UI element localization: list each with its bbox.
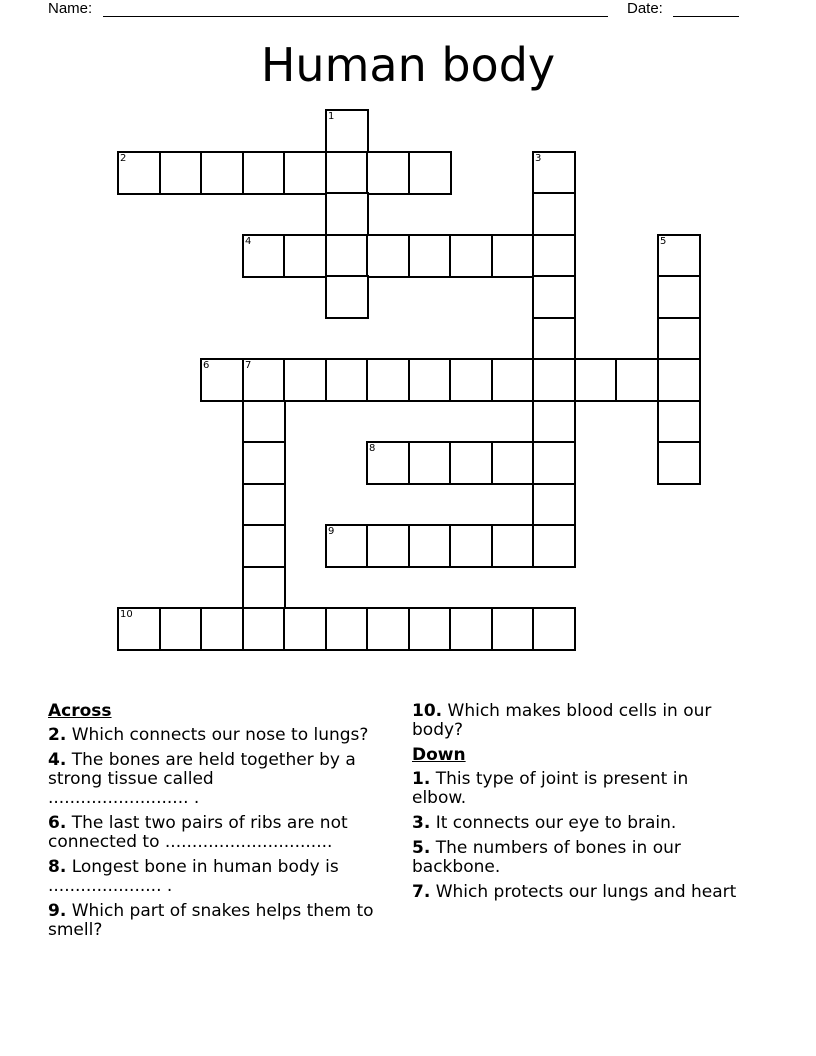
crossword-cell[interactable]: [242, 483, 286, 527]
crossword-cell[interactable]: [325, 358, 369, 402]
crossword-cell[interactable]: [657, 358, 701, 402]
crossword-cell[interactable]: [242, 151, 286, 195]
clue-text: Which makes blood cells in our body?: [412, 702, 712, 740]
crossword-cell[interactable]: [283, 607, 327, 651]
name-label: Name:: [48, 0, 93, 17]
crossword-cell[interactable]: [657, 234, 701, 278]
crossword-cell[interactable]: [657, 441, 701, 485]
crossword-cell[interactable]: [449, 234, 493, 278]
cell-number: 6: [203, 360, 210, 371]
crossword-cell[interactable]: [449, 607, 493, 651]
crossword-cell[interactable]: [532, 358, 576, 402]
crossword-cell[interactable]: [242, 441, 286, 485]
crossword-cell[interactable]: [159, 151, 203, 195]
crossword-cell[interactable]: [117, 607, 161, 651]
cell-number: 2: [120, 153, 127, 164]
crossword-cell[interactable]: [325, 607, 369, 651]
clue-text: Which part of snakes helps them to smell?: [48, 902, 374, 940]
crossword-cell[interactable]: [532, 275, 576, 319]
crossword-cell[interactable]: [242, 400, 286, 444]
crossword-cell[interactable]: [657, 275, 701, 319]
cell-number: 4: [245, 236, 252, 247]
across-heading: Across: [48, 701, 112, 721]
clue-across-2: [48, 726, 393, 745]
clue-text: The numbers of bones in our backbone.: [412, 839, 681, 877]
crossword-cell[interactable]: [325, 192, 369, 236]
clue-blank: ..................... .: [48, 877, 173, 896]
clues-left-column: [48, 702, 393, 946]
crossword-cell[interactable]: [366, 151, 410, 195]
crossword-cell[interactable]: [408, 358, 452, 402]
clue-across-8: [48, 858, 393, 896]
clue-down-3: [412, 814, 742, 833]
crossword-cell[interactable]: [325, 275, 369, 319]
clue-across-6: [48, 814, 393, 852]
clue-number: 2.: [48, 726, 67, 745]
clue-text: It connects our eye to brain.: [435, 814, 677, 833]
clues-right-column: [412, 702, 742, 908]
crossword-cell[interactable]: [657, 317, 701, 361]
cell-number: 9: [328, 526, 335, 537]
crossword-cell[interactable]: [366, 358, 410, 402]
crossword-cell[interactable]: [283, 234, 327, 278]
crossword-cell[interactable]: [449, 358, 493, 402]
clue-text: The last two pairs of ribs are not connected to ...............................: [48, 814, 348, 852]
clue-text: Which protects our lungs and heart: [435, 883, 737, 902]
cell-number: 8: [369, 443, 376, 454]
crossword-cell[interactable]: [491, 441, 535, 485]
clue-number: 4.: [48, 751, 67, 770]
page-title: Human body: [260, 38, 556, 92]
crossword-cell[interactable]: [532, 441, 576, 485]
crossword-cell[interactable]: [657, 400, 701, 444]
clue-down-7: [412, 883, 742, 902]
clue-text: The bones are held together by a strong tissue called: [48, 751, 356, 789]
crossword-cell[interactable]: [408, 607, 452, 651]
crossword-cell[interactable]: [242, 358, 286, 402]
crossword-cell[interactable]: [242, 607, 286, 651]
clue-number: 1.: [412, 770, 431, 789]
clue-across-4: [48, 751, 393, 808]
crossword-cell[interactable]: [491, 607, 535, 651]
clue-number: 9.: [48, 902, 67, 921]
crossword-cell[interactable]: [615, 358, 659, 402]
crossword-cell[interactable]: [200, 151, 244, 195]
crossword-cell[interactable]: [532, 192, 576, 236]
crossword-cell[interactable]: [366, 524, 410, 568]
crossword-cell[interactable]: [532, 524, 576, 568]
clue-number: 6.: [48, 814, 67, 833]
crossword-cell[interactable]: [325, 109, 369, 153]
crossword-cell[interactable]: [283, 358, 327, 402]
crossword-cell[interactable]: [325, 524, 369, 568]
crossword-cell[interactable]: [532, 234, 576, 278]
clue-text: This type of joint is present in elbow.: [412, 770, 689, 808]
crossword-cell[interactable]: [366, 234, 410, 278]
cell-number: 1: [328, 111, 335, 122]
crossword-cell[interactable]: [242, 234, 286, 278]
crossword-cell[interactable]: [200, 358, 244, 402]
clue-number: 3.: [412, 814, 431, 833]
crossword-cell[interactable]: [159, 607, 203, 651]
clue-across-10: [412, 702, 742, 740]
crossword-cell[interactable]: [574, 358, 618, 402]
clue-number: 7.: [412, 883, 431, 902]
crossword-cell[interactable]: [532, 607, 576, 651]
clue-across-9: [48, 902, 393, 940]
crossword-cell[interactable]: [242, 524, 286, 568]
clue-down-5: [412, 839, 742, 877]
crossword-cell[interactable]: [449, 441, 493, 485]
clue-blank: .......................... .: [48, 789, 200, 808]
crossword-cell[interactable]: [532, 151, 576, 195]
crossword-cell[interactable]: [532, 483, 576, 527]
clue-number: 5.: [412, 839, 431, 858]
down-heading: Down: [412, 745, 466, 765]
crossword-cell[interactable]: [200, 607, 244, 651]
crossword-cell[interactable]: [408, 151, 452, 195]
clue-number: 8.: [48, 858, 67, 877]
crossword-cell[interactable]: [325, 151, 369, 195]
crossword-cell[interactable]: [491, 358, 535, 402]
crossword-cell[interactable]: [408, 524, 452, 568]
cell-number: 3: [535, 153, 542, 164]
cell-number: 5: [660, 236, 667, 247]
crossword-cell[interactable]: [366, 441, 410, 485]
crossword-cell[interactable]: [366, 607, 410, 651]
crossword-cell[interactable]: [117, 151, 161, 195]
clue-number: 10.: [412, 702, 443, 721]
crossword-cell[interactable]: [491, 524, 535, 568]
cell-number: 7: [245, 360, 252, 371]
crossword-cell[interactable]: [532, 317, 576, 361]
clue-text: Longest bone in human body is: [71, 858, 339, 877]
date-label: Date:: [627, 0, 663, 17]
crossword-cell[interactable]: [325, 234, 369, 278]
crossword-cell[interactable]: [532, 400, 576, 444]
cell-number: 10: [120, 609, 133, 620]
crossword-cell[interactable]: [408, 234, 452, 278]
crossword-cell[interactable]: [242, 566, 286, 610]
clue-text: Which connects our nose to lungs?: [71, 726, 369, 745]
clue-down-1: [412, 770, 742, 808]
crossword-cell[interactable]: [283, 151, 327, 195]
crossword-cell[interactable]: [491, 234, 535, 278]
crossword-cell[interactable]: [408, 441, 452, 485]
crossword-cell[interactable]: [449, 524, 493, 568]
